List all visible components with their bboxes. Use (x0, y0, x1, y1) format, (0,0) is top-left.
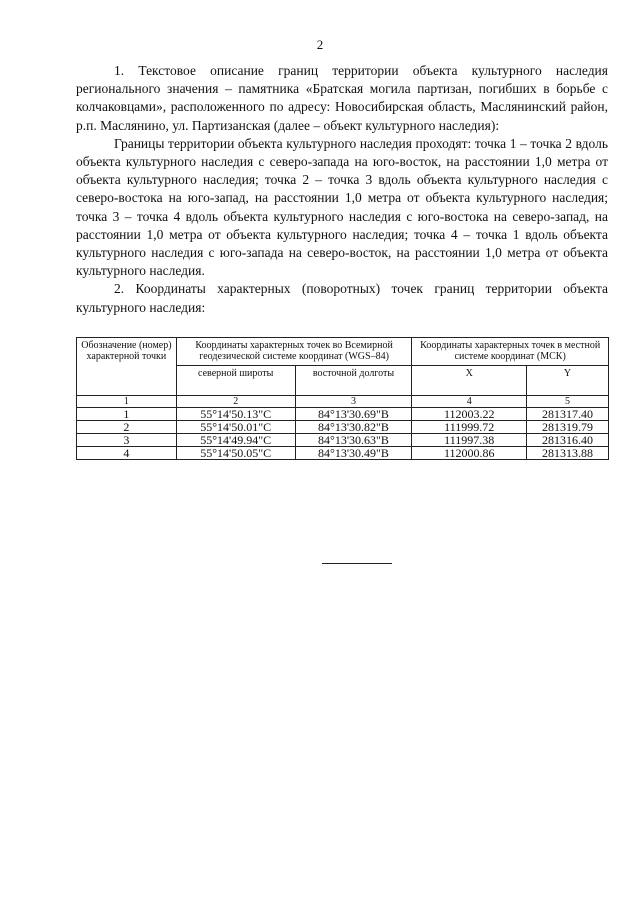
table-cell: 84°13'30.69"В (295, 408, 412, 421)
paragraph-coordinates-intro: 2. Координаты характерных (поворотных) точек границ территории объекта культурного наследия: (76, 281, 608, 315)
table-cell: 55°14'50.13"С (176, 408, 295, 421)
table-cell: 5 (527, 396, 609, 408)
table-cell: 1 (77, 396, 177, 408)
table-cell: 55°14'50.01"С (176, 421, 295, 434)
table-row (77, 447, 609, 460)
table-cell: 1 (77, 408, 177, 421)
paragraph-boundary-path: Границы территории объекта культурного наследия проходят: точка 1 – точка 2 вдоль объекта культурного наследия с северо-запада на юго-восток, на расстоянии 1,0 метра от объекта культурного наследия; точка 2 – точка 3 вдоль объекта культурного наследия с северо-востока на юго-запад, на расстоянии 1,0 метра от объекта культурного наследия; точка 3 – точка 4 вдоль объекта культурного наследия с юго-востока на северо-запад, на расстоянии 1,0 метра от объекта культурного наследия; точка 4 – точка 1 вдоль объекта культурного наследия с юго-запада на северо-восток, на расстоянии 1,0 метра от объекта культурного наследия. (76, 135, 608, 279)
table-cell: 281319.79 (527, 421, 609, 434)
table-cell: 281313.88 (527, 447, 609, 460)
table-cell: 55°14'49.94"С (176, 434, 295, 447)
header-point-number: Обозначение (номер) характерной точки (77, 338, 177, 396)
table-cell: 55°14'50.05"С (176, 447, 295, 460)
table-cell: 84°13'30.49"В (295, 447, 412, 460)
table-cell: 4 (412, 396, 527, 408)
table-cell: 281317.40 (527, 408, 609, 421)
header-wgs84-group: Координаты характерных точек во Всемирной геодезической системе координат (WGS–84) (176, 338, 412, 366)
table-cell: 84°13'30.82"В (295, 421, 412, 434)
table-cell: 111997.38 (412, 434, 527, 447)
table-row (77, 434, 609, 447)
page-number: 2 (316, 37, 324, 52)
header-latitude: северной широты (176, 366, 295, 396)
header-y: Y (527, 366, 609, 396)
table-cell: 2 (176, 396, 295, 408)
document-body (76, 62, 608, 317)
table-cell: 84°13'30.63"В (295, 434, 412, 447)
header-longitude: восточной долготы (295, 366, 412, 396)
header-x: X (412, 366, 527, 396)
table-cell: 3 (77, 434, 177, 447)
table-cell: 3 (295, 396, 412, 408)
table-cell: 2 (77, 421, 177, 434)
end-of-document-divider (322, 563, 392, 564)
paragraph-boundary-description-intro: 1. Текстовое описание границ территории объекта культурного наследия регионального значения – памятника «Братская могила партизан, погибших в борьбе с колчаковцами», расположенного по адресу: Новосибирская область, Маслянинский район, р.п. Маслянино, ул. Партизанская (далее – объект культурного наследия): (76, 63, 608, 133)
table-cell: 4 (77, 447, 177, 460)
table-cell: 111999.72 (412, 421, 527, 434)
table-cell: 281316.40 (527, 434, 609, 447)
table-cell: 112003.22 (412, 408, 527, 421)
table-row (77, 408, 609, 421)
table-index-row (77, 396, 609, 408)
table-cell: 112000.86 (412, 447, 527, 460)
table-row (77, 421, 609, 434)
header-msk-group: Координаты характерных точек в местной системе координат (МСК) (412, 338, 609, 366)
coordinates-table (76, 337, 609, 460)
